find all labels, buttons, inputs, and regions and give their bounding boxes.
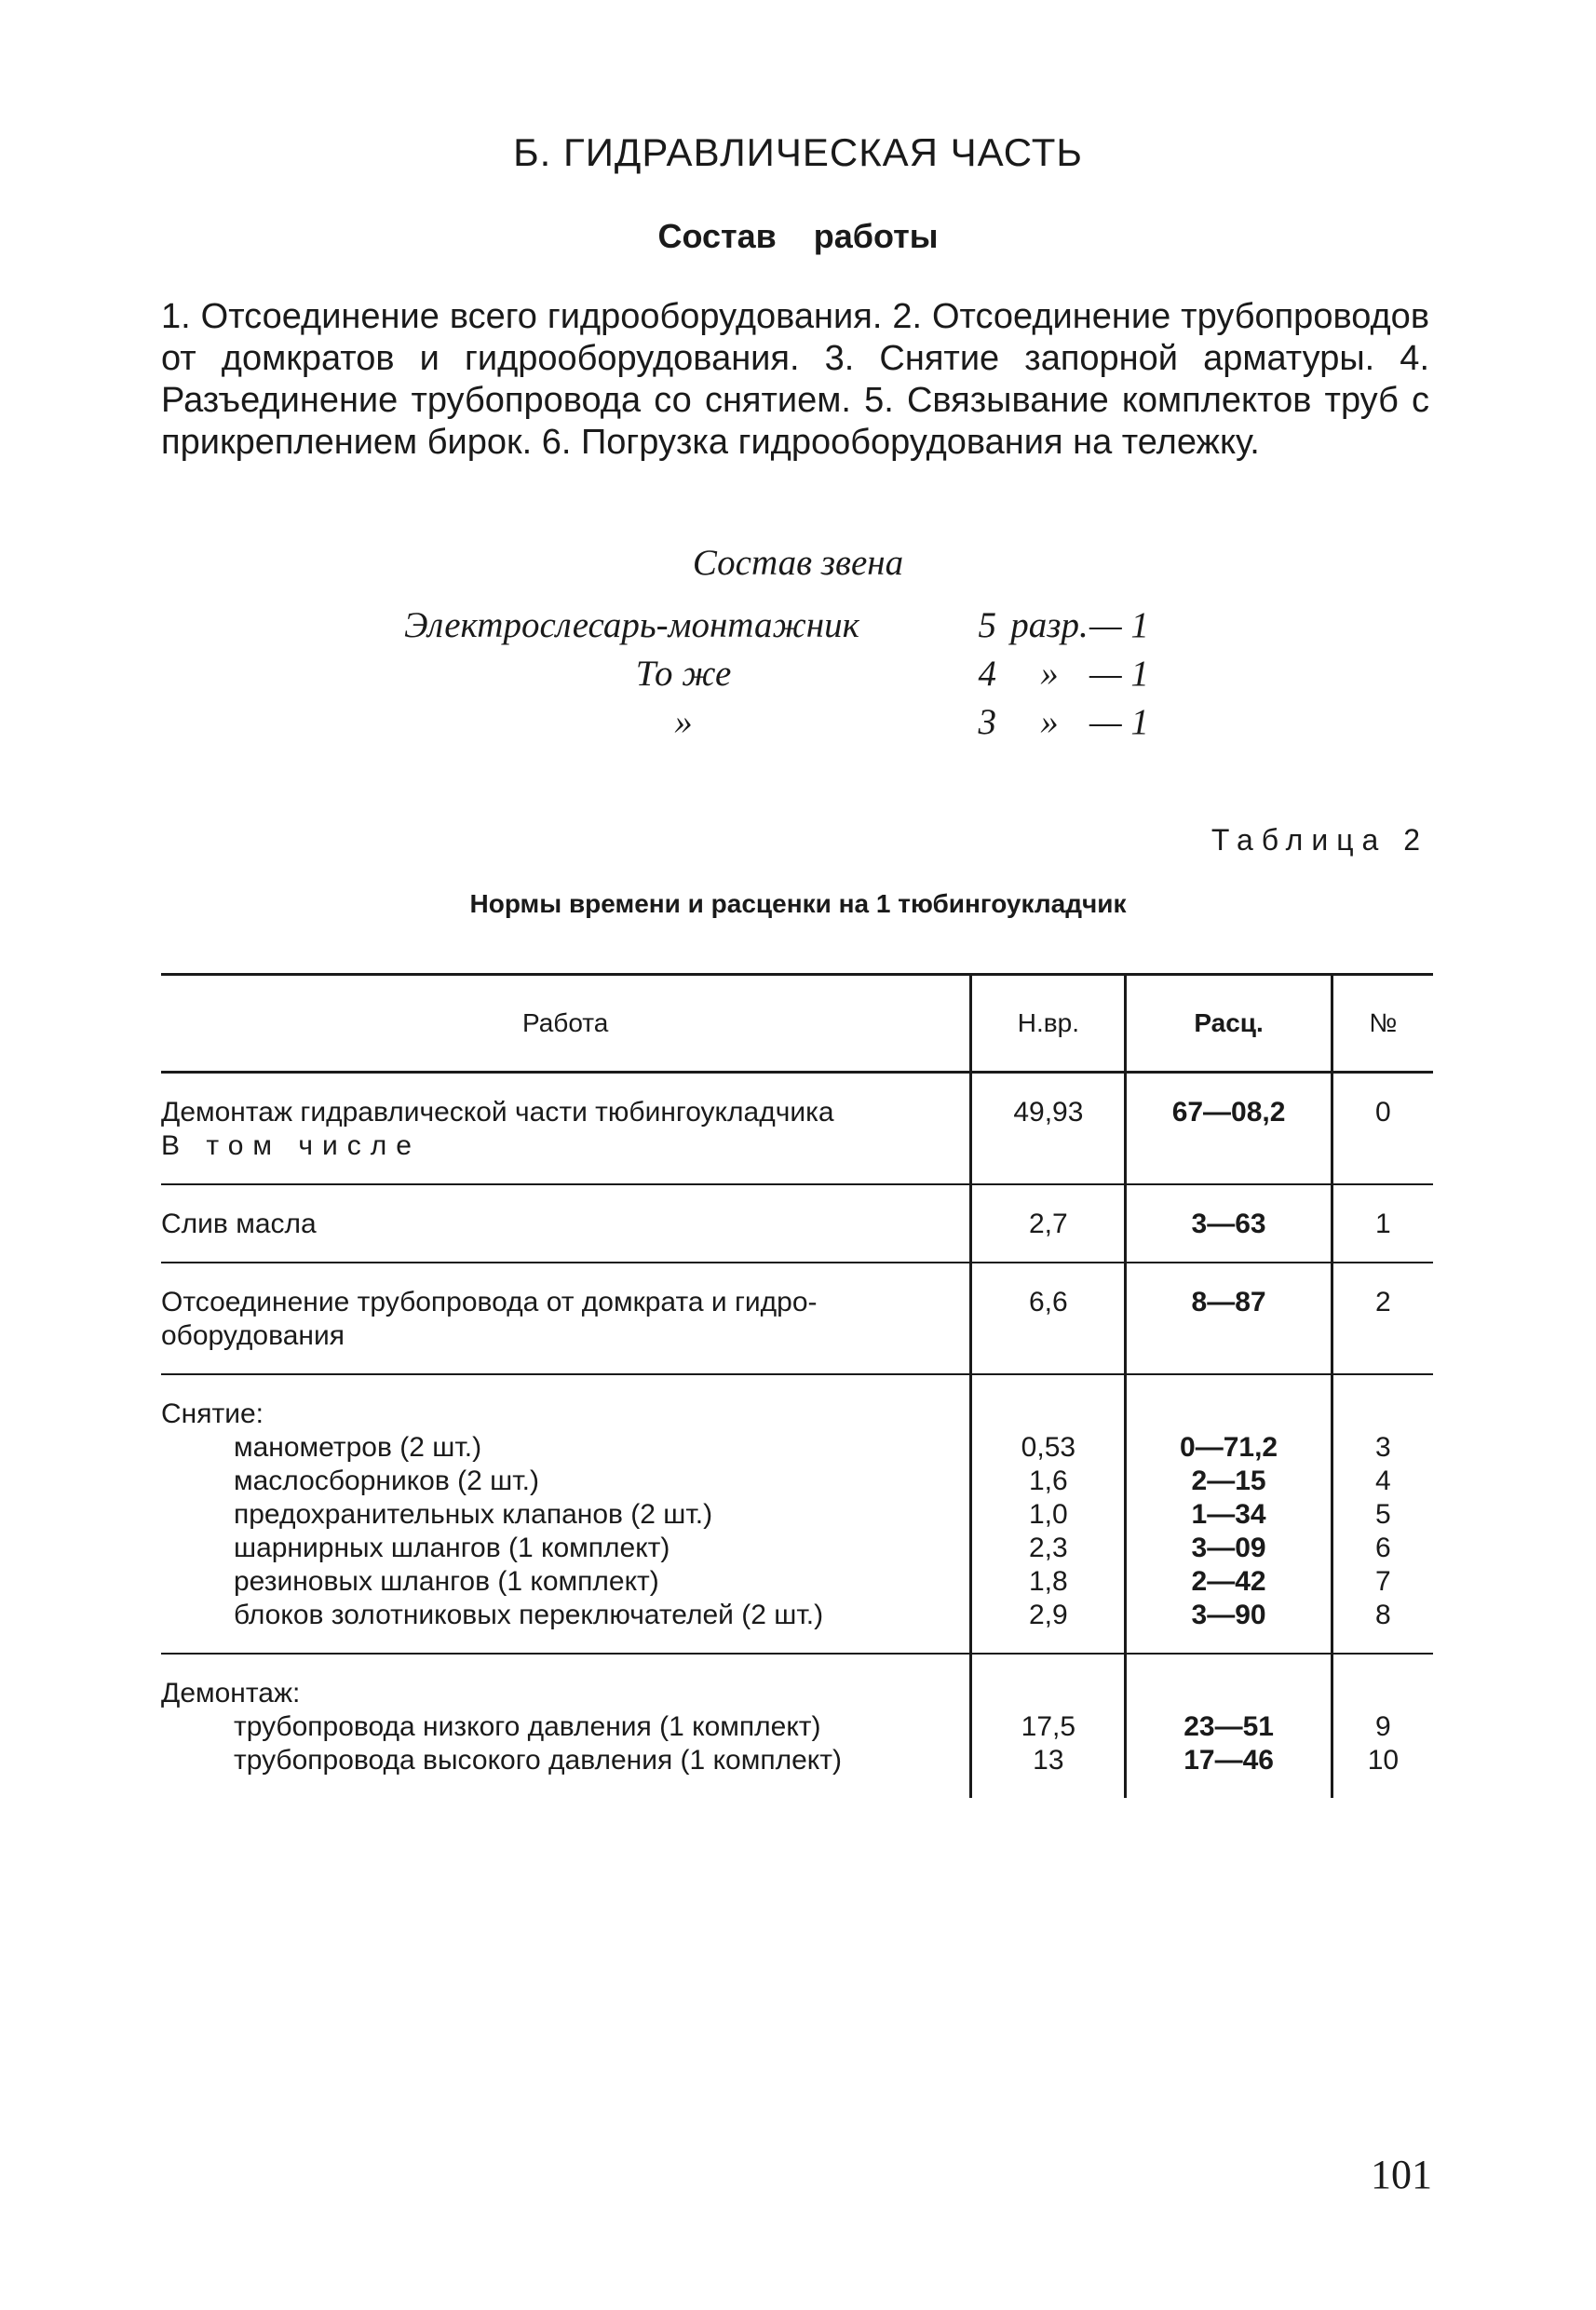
- crew-grade: 3: [978, 701, 996, 742]
- number-cell: [1332, 1073, 1433, 1185]
- rate-value: 1—34: [1191, 1499, 1266, 1530]
- work-item: манометров (2 шт.): [234, 1432, 482, 1463]
- work-item: блоков золотниковых переключателей (2 шт.): [234, 1600, 824, 1630]
- work-group-heading: Демонтаж:: [161, 1678, 301, 1709]
- crew-heading: Состав звена: [692, 543, 904, 583]
- time-norm-cell: [971, 1263, 1126, 1374]
- table-title: Нормы времени и расценки на 1 тюбингоукладчик: [469, 889, 1127, 918]
- work-text: Слив масла: [161, 1209, 317, 1239]
- time-norm-value: 0,53: [1021, 1432, 1076, 1463]
- work-cell: [161, 1374, 971, 1654]
- rate-value: 17—46: [1183, 1745, 1274, 1776]
- crew-count: — 1: [1089, 604, 1149, 645]
- rate-cell: [1126, 1263, 1332, 1374]
- crew-grade-unit: »: [1040, 653, 1059, 694]
- number-value: 4: [1375, 1466, 1391, 1496]
- crew-role: »: [674, 701, 693, 742]
- number-value: 6: [1375, 1533, 1391, 1563]
- rate-value: 67—08,2: [1171, 1097, 1286, 1128]
- number-cell: [1332, 1263, 1433, 1374]
- crew-role: То же: [635, 653, 732, 694]
- time-norm-cell: [971, 1654, 1126, 1798]
- rate-cell: [1126, 1654, 1332, 1798]
- work-item: трубопровода высокого давления (1 комплект): [234, 1745, 842, 1776]
- crew-grade-unit: »: [1040, 701, 1059, 742]
- rate-value: 23—51: [1183, 1711, 1274, 1742]
- time-norm-value: 6,6: [1029, 1287, 1068, 1317]
- work-item: шарнирных шлангов (1 комплект): [234, 1533, 670, 1563]
- number-value: 2: [1375, 1287, 1391, 1317]
- number-value: 8: [1375, 1600, 1391, 1630]
- time-norm-value: 1,6: [1029, 1466, 1068, 1496]
- work-cell: [161, 1073, 971, 1185]
- crew-count: — 1: [1089, 701, 1149, 742]
- time-norm-cell: [971, 1184, 1126, 1263]
- section-title: Б. ГИДРАВЛИЧЕСКАЯ ЧАСТЬ: [513, 130, 1083, 174]
- work-text: Отсоединение трубопровода от домкрата и гидро-: [161, 1287, 818, 1317]
- work-item: предохранительных клапанов (2 шт.): [234, 1499, 713, 1530]
- rate-value: 3—09: [1191, 1533, 1266, 1563]
- crew-grade: 4: [978, 653, 996, 694]
- table-row: [161, 1654, 1433, 1798]
- table-label: Таблица 2: [1211, 823, 1428, 857]
- number-value: 7: [1375, 1566, 1391, 1597]
- rate-value: 3—90: [1191, 1600, 1266, 1630]
- rate-cell: [1126, 1184, 1332, 1263]
- number-value: 0: [1375, 1097, 1391, 1128]
- time-norm-cell: [971, 1073, 1126, 1185]
- crew-count: — 1: [1089, 653, 1149, 694]
- number-value: 1: [1375, 1209, 1391, 1239]
- time-norm-value: 1,0: [1029, 1499, 1068, 1530]
- header-work: Работа: [161, 975, 971, 1073]
- number-cell: [1332, 1184, 1433, 1263]
- number-value: 5: [1375, 1499, 1391, 1530]
- work-text: оборудования: [161, 1320, 345, 1351]
- work-cell: [161, 1184, 971, 1263]
- time-norm-value: 2,7: [1029, 1209, 1068, 1239]
- rate-value: 2—15: [1191, 1466, 1266, 1496]
- work-composition-heading: Состав работы: [657, 217, 939, 255]
- table-row: [161, 1263, 1433, 1374]
- crew-grade-unit: разр.: [1010, 604, 1089, 645]
- rate-value: 0—71,2: [1180, 1432, 1278, 1463]
- number-cell: [1332, 1374, 1433, 1654]
- time-norm-value: 13: [1033, 1745, 1064, 1776]
- table-header-row: [161, 975, 1433, 1073]
- crew-table: [404, 601, 1164, 746]
- work-item: трубопровода низкого давления (1 комплект): [234, 1711, 821, 1742]
- time-norm-value: 17,5: [1021, 1711, 1076, 1742]
- header-rate: Расц.: [1126, 975, 1332, 1073]
- table-row: [161, 1184, 1433, 1263]
- rate-value: 8—87: [1191, 1287, 1266, 1317]
- number-value: 3: [1375, 1432, 1391, 1463]
- table-row: [161, 1374, 1433, 1654]
- time-norm-cell: [971, 1374, 1126, 1654]
- header-number: №: [1332, 975, 1433, 1073]
- work-cell: [161, 1263, 971, 1374]
- time-norm-value: 1,8: [1029, 1566, 1068, 1597]
- crew-row: [404, 601, 1164, 649]
- work-subheading: В том числе: [161, 1130, 421, 1161]
- time-norm-value: 2,3: [1029, 1533, 1068, 1563]
- crew-row: [404, 697, 1164, 746]
- page-number: 101: [1371, 2152, 1432, 2197]
- time-norm-value: 2,9: [1029, 1600, 1068, 1630]
- number-value: 10: [1367, 1745, 1400, 1776]
- work-item: маслосборников (2 шт.): [234, 1466, 539, 1496]
- time-norm-value: 49,93: [1013, 1097, 1084, 1128]
- crew-role: Электрослесарь-монтажник: [404, 604, 859, 645]
- rate-value: 3—63: [1191, 1209, 1266, 1239]
- crew-grade: 5: [978, 604, 996, 645]
- rate-value: 2—42: [1191, 1566, 1266, 1597]
- work-composition-paragraph: 1. Отсоединение всего гидрооборудования. 2. Отсоединение трубопроводов от домкратов и гидрооборудования. 3. Снятие запорной арматуры. 4. Разъединение трубопровода со снятием. 5. Связывание комплектов труб с прикреплением бирок. 6. Погрузка гидрооборудования на тележку.: [161, 297, 1429, 462]
- number-cell: [1332, 1654, 1433, 1798]
- norms-table: [161, 973, 1433, 1798]
- work-cell: [161, 1654, 971, 1798]
- rate-cell: [1126, 1073, 1332, 1185]
- work-group-heading: Снятие:: [161, 1398, 264, 1429]
- rate-cell: [1126, 1374, 1332, 1654]
- table-row: [161, 1073, 1433, 1185]
- work-item: резиновых шлангов (1 комплект): [234, 1566, 659, 1597]
- crew-row: [404, 649, 1164, 697]
- header-time-norm: Н.вр.: [971, 975, 1126, 1073]
- work-text: Демонтаж гидравлической части тюбингоукладчика: [161, 1097, 834, 1128]
- number-value: 9: [1375, 1711, 1391, 1742]
